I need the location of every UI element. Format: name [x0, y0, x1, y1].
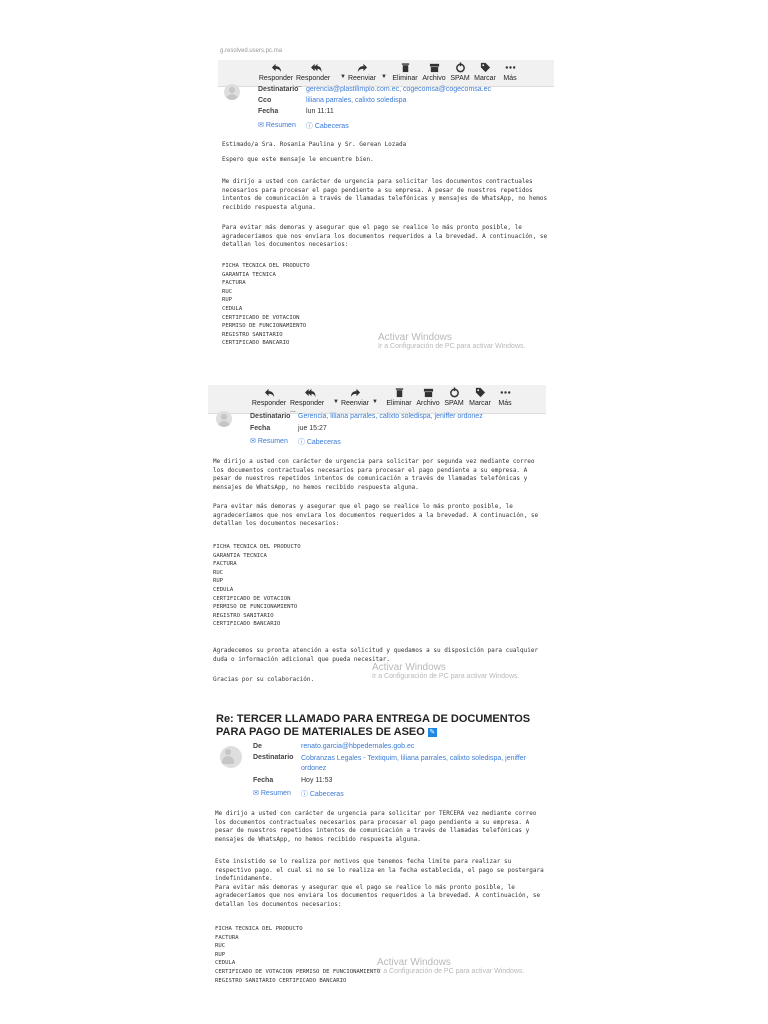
- reply-all-button[interactable]: Responder ...: [290, 387, 330, 414]
- header-row-bcc: Cco liliana parrales, calixto soledispa: [258, 97, 407, 104]
- meta-links: [258, 121, 349, 131]
- more-dots-icon: [500, 387, 511, 398]
- delete-button[interactable]: Eliminar: [379, 387, 419, 407]
- paragraph: Este insistido se lo realiza por motivos que tenemos fecha limite para realizar su respectivo pago. el cual si no se lo realiza en la fecha establecida, el pago se postergara indefinidamente. Para evitar más demoras y asegurar que el pago se realice lo más pronto posible, le agradeceríamos que nos enviara los documentos requeridos a la brevedad. A continuación, se detallan los documentos necesarios:: [215, 858, 544, 908]
- avatar: [216, 411, 232, 427]
- list-item: CEDULA: [215, 960, 236, 967]
- forward-button[interactable]: Reenviar: [342, 62, 382, 82]
- document-list: [213, 543, 301, 629]
- header-row-to: Destinatario Cobranzas Legales - Textiquim, liliana parrales, calixto soledispa, jeniffer ordonez: [253, 754, 553, 774]
- mark-button[interactable]: Marcar: [460, 387, 500, 407]
- info-icon: ⓘ: [297, 439, 305, 446]
- list-item: REGISTRO SANITARIO CERTIFICADO BANCARIO: [215, 977, 347, 984]
- list-item: CERTIFICADO DE VOTACION: [222, 314, 300, 321]
- paragraph: Espero que este mensaje le encuentre bien.: [222, 156, 374, 163]
- toolbar-2: [208, 385, 546, 414]
- spam-icon: [455, 62, 466, 73]
- list-item: CERTIFICADO DE VOTACION: [213, 595, 291, 602]
- list-item: RUP: [222, 297, 233, 304]
- list-item: GARANTIA TECNICA: [213, 552, 267, 559]
- headers-link[interactable]: ⓘ Cabeceras: [297, 439, 341, 446]
- recipient-links[interactable]: gerencia@plastilimpio.com.ec, cogecomsa@cogecomsa.ec: [306, 86, 492, 93]
- envelope-icon: ✉: [258, 122, 264, 129]
- list-item: FICHA TECNICA DEL PRODUCTO: [215, 926, 303, 932]
- paragraph: Gracias por su colaboración.: [213, 676, 315, 683]
- summary-link[interactable]: ✉ Resumen: [250, 438, 288, 445]
- greeting: Estimado/a Sra. Rosania Paulina y Sr. Gerean Lozada: [222, 141, 407, 148]
- meta-links: [250, 437, 341, 447]
- reply-icon: [264, 387, 275, 398]
- trash-icon: [400, 62, 411, 73]
- list-item: CEDULA: [213, 586, 234, 593]
- archive-button[interactable]: Archivo: [408, 387, 448, 407]
- header-row-to: Destinatario Gerencia, liliana parrales, calixto soledispa, jeniffer ordonez: [250, 413, 483, 420]
- envelope-icon: ✉: [250, 438, 256, 445]
- info-icon: ⓘ: [305, 123, 313, 130]
- list-item: PERMISO DE FUNCIONAMIENTO: [222, 323, 307, 330]
- tag-icon: [480, 62, 491, 73]
- recipient-links[interactable]: Gerencia, liliana parrales, calixto soledispa, jeniffer ordonez: [298, 413, 483, 420]
- email-screenshot-1: [218, 48, 554, 360]
- list-item: CEDULA: [222, 305, 243, 312]
- spam-button[interactable]: SPAM: [434, 387, 474, 407]
- header-row-date: Fecha jue 15:27: [250, 425, 327, 432]
- mark-button[interactable]: Marcar: [465, 62, 505, 82]
- header-row-date: Fecha Hoy 11:53: [253, 777, 333, 784]
- more-button[interactable]: Más: [490, 62, 530, 82]
- spam-button[interactable]: SPAM: [440, 62, 480, 82]
- headers-link[interactable]: ⓘ Cabeceras: [300, 791, 344, 798]
- reply-all-icon: [305, 387, 316, 398]
- email-subject: Re: TERCER LLAMADO PARA ENTREGA DE DOCUMENTOS PARA PAGO DE MATERIALES DE ASEO ✎: [216, 713, 531, 738]
- meta-links: [253, 789, 344, 799]
- windows-watermark: Activar Windows Ir a Configuración de PC para activar Windows.: [378, 332, 526, 350]
- chevron-down-icon[interactable]: ▼: [372, 399, 378, 405]
- more-dots-icon: [505, 62, 516, 73]
- header-row-to: Destinatario gerencia@plastilimpio.com.ec, cogecomsa@cogecomsa.ec: [258, 86, 492, 93]
- archive-icon: [423, 387, 434, 398]
- email-screenshot-3: [210, 710, 555, 1005]
- forward-icon: [357, 62, 368, 73]
- list-item: FICHA TECNICA DEL PRODUCTO: [213, 544, 301, 550]
- document-list: [215, 925, 380, 985]
- bcc-links[interactable]: liliana parrales, calixto soledispa: [306, 97, 407, 104]
- list-item: FACTURA: [215, 934, 239, 941]
- windows-watermark: Activar Windows Ir a Configuración de PC para activar Windows.: [372, 662, 520, 680]
- paragraph: Para evitar más demoras y asegurar que el pago se realice lo más pronto posible, le agradeceríamos que nos enviara los documentos requeridos a la brevedad. A continuación, se detallan los documentos necesarios:: [222, 224, 548, 249]
- summary-link[interactable]: ✉ Resumen: [258, 122, 296, 129]
- paragraph: Agradecemos su pronta atención a esta solicitud y quedamos a su disposición para cualquier duda o información adicional que pueda necesitar.: [213, 647, 539, 663]
- list-item: RUC: [213, 569, 224, 576]
- forward-icon: [350, 387, 361, 398]
- list-item: GARANTIA TECNICA: [222, 271, 276, 278]
- paragraph: Para evitar más demoras y asegurar que el pago se realice lo más pronto posible, le agradeceríamos que nos enviara los documentos requeridos a la brevedad. A continuación, se detallan los documentos necesarios:: [213, 503, 539, 528]
- header-row-from: De renato.garcia@hbpedernales.gob.ec: [253, 743, 415, 750]
- trash-icon: [394, 387, 405, 398]
- reply-button[interactable]: Responder: [256, 62, 296, 82]
- list-item: PERMISO DE FUNCIONAMIENTO: [213, 604, 298, 611]
- envelope-icon: ✉: [253, 790, 259, 797]
- avatar: [220, 746, 242, 768]
- chevron-down-icon[interactable]: ▼: [340, 74, 346, 80]
- list-item: CERTIFICADO BANCARIO: [222, 340, 290, 347]
- paragraph: Me dirijo a usted con carácter de urgencia para solicitar por TERCERA vez mediante correo los documentos contractuales necesarios para procesar el pago pendiente a su empresa. A pesar de nuestros repetidos intentos de comunicación a través de llamadas telefónicas y mensajes de WhatsApp, no hemos recibido respuesta alguna.: [215, 810, 537, 843]
- list-item: REGISTRO SANITARIO: [222, 331, 283, 338]
- list-item: CERTIFICADO DE VOTACION PERMISO DE FUNCIONAMIENTO: [215, 968, 381, 975]
- list-item: RUP: [213, 578, 224, 585]
- edit-icon[interactable]: ✎: [429, 728, 436, 736]
- document-list: [222, 262, 310, 348]
- reply-icon: [271, 62, 282, 73]
- archive-icon: [429, 62, 440, 73]
- tag-icon: [475, 387, 486, 398]
- reply-button[interactable]: Responder: [249, 387, 289, 407]
- list-item: CERTIFICADO BANCARIO: [213, 621, 281, 628]
- list-item: FACTURA: [213, 561, 237, 568]
- avatar: [224, 84, 240, 100]
- chevron-down-icon[interactable]: ▼: [381, 74, 387, 80]
- sender-link[interactable]: renato.garcia@hbpedernales.gob.ec: [301, 743, 415, 750]
- top-strip: g.resolved.users.pc.ma: [220, 48, 283, 54]
- more-button[interactable]: Más: [485, 387, 525, 407]
- delete-button[interactable]: Eliminar: [385, 62, 425, 82]
- reply-all-button[interactable]: Responder ...: [296, 62, 336, 89]
- email-screenshot-2: [208, 385, 546, 690]
- info-icon: ⓘ: [300, 791, 308, 798]
- list-item: RUP: [215, 951, 226, 958]
- paragraph: Me dirijo a usted con carácter de urgencia para solicitar los documentos contractuales necesarios para procesar el pago pendiente a su empresa. A pesar de nuestros repetidos intentos de comunicación a través de llamadas telefónicas y mensajes de WhatsApp, no hemos recibido respuesta alguna.: [222, 178, 548, 211]
- list-item: FACTURA: [222, 280, 246, 287]
- headers-link[interactable]: ⓘ Cabeceras: [305, 123, 349, 130]
- chevron-down-icon[interactable]: ▼: [333, 399, 339, 405]
- paragraph: Me dirijo a usted con carácter de urgencia para solicitar por segunda vez mediante correo los documentos contractuales necesarios para procesar el pago pendiente a su empresa. A pesar de nuestros repetidos intentos de comunicación a través de llamadas telefónicas y mensajes de WhatsApp, no hemos recibido respuesta alguna.: [213, 458, 535, 491]
- forward-button[interactable]: Reenviar: [335, 387, 375, 407]
- list-item: RUC: [215, 943, 226, 950]
- summary-link[interactable]: ✉ Resumen: [253, 790, 291, 797]
- list-item: RUC: [222, 288, 233, 295]
- archive-button[interactable]: Archivo: [414, 62, 454, 82]
- reply-all-icon: [311, 62, 322, 73]
- toolbar-1: [218, 60, 554, 87]
- header-row-date: Fecha lun 11:11: [258, 108, 334, 115]
- spam-icon: [449, 387, 460, 398]
- list-item: FICHA TECNICA DEL PRODUCTO: [222, 263, 310, 269]
- recipient-links[interactable]: Cobranzas Legales - Textiquim, liliana parrales, calixto soledispa, jeniffer ordonez: [301, 755, 527, 772]
- list-item: REGISTRO SANITARIO: [213, 612, 274, 619]
- windows-watermark: Activar Windows Ir a Configuración de PC para activar Windows.: [377, 957, 525, 975]
